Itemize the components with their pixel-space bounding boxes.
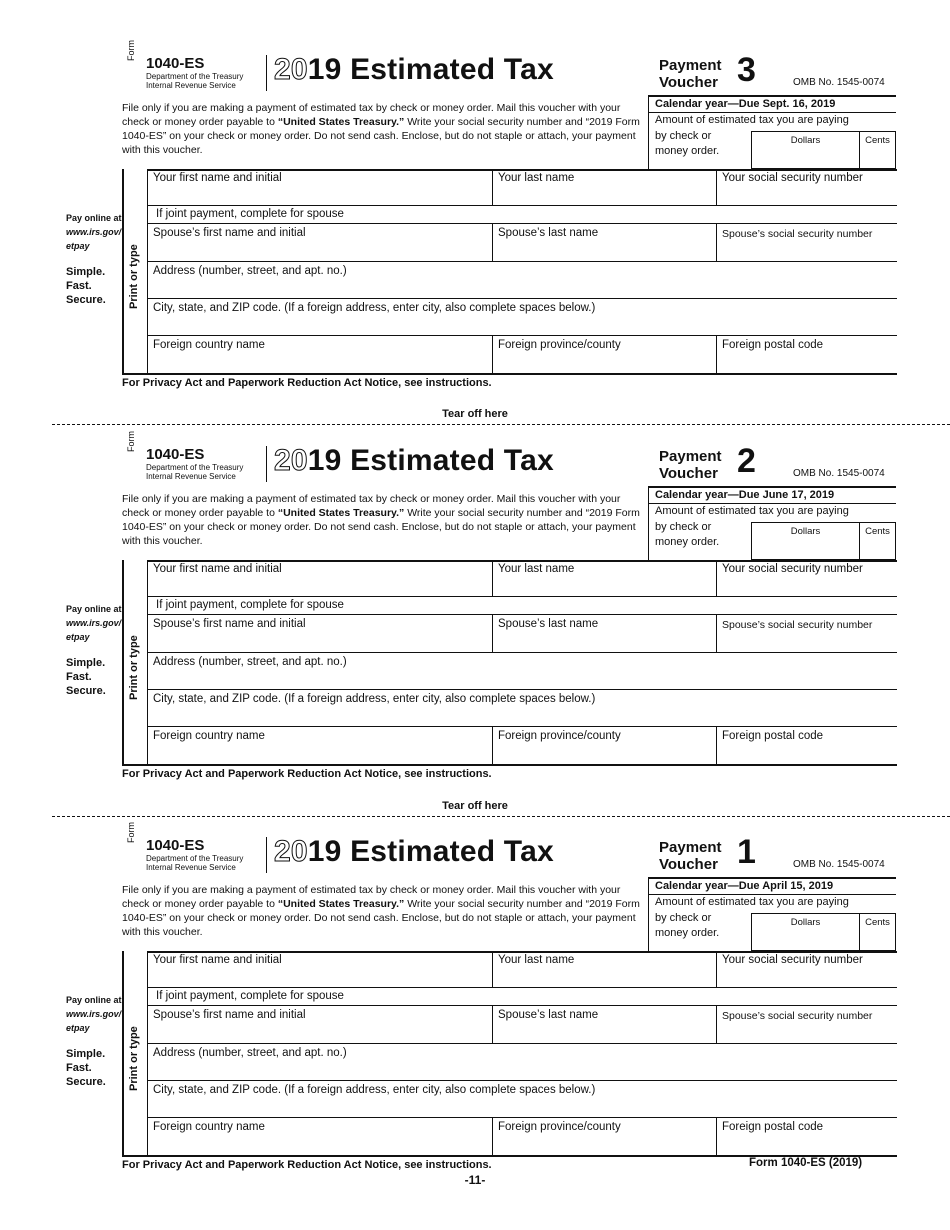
privacy-notice: For Privacy Act and Paperwork Reduction Act Notice, see instructions. bbox=[122, 768, 492, 780]
amount-label-2 bbox=[655, 911, 719, 941]
pay-online-note bbox=[66, 602, 126, 698]
fast-label: Fast. bbox=[66, 280, 92, 292]
instructions-part2: Write your social security number and “2019 Form 1040-ES” on your check or money order. Do not send cash. Enclose, but do not staple or attach, your payment with this voucher. bbox=[122, 116, 640, 156]
amount-box bbox=[648, 95, 896, 170]
form-number: 1040-ES bbox=[146, 446, 205, 463]
rule bbox=[147, 689, 897, 690]
rule bbox=[492, 1005, 493, 1043]
rule bbox=[716, 726, 717, 764]
page-number: -11- bbox=[464, 1173, 486, 1187]
payment-voucher-label bbox=[659, 448, 722, 482]
foreign-postal-code-field[interactable]: Foreign postal code bbox=[722, 339, 824, 351]
ssn-field[interactable]: Your social security number bbox=[722, 172, 863, 184]
simple-label: Simple. bbox=[66, 266, 106, 278]
rule bbox=[716, 951, 717, 987]
address-field[interactable]: Address (number, street, and apt. no.) bbox=[153, 1047, 347, 1059]
city-state-zip-field[interactable]: City, state, and ZIP code. (If a foreign address, enter city, also complete spaces below.) bbox=[153, 693, 596, 705]
spouse-first-name-field[interactable]: Spouse’s first name and initial bbox=[153, 618, 306, 630]
rule bbox=[147, 951, 897, 953]
pay-online-label: Pay online at bbox=[66, 604, 122, 614]
title-rest: 19 Estimated Tax bbox=[307, 53, 554, 86]
foreign-postal-code-field[interactable]: Foreign postal code bbox=[722, 730, 824, 742]
cents-field[interactable]: Cents bbox=[865, 917, 890, 928]
rule bbox=[648, 95, 896, 97]
ssn-field[interactable]: Your social security number bbox=[722, 954, 863, 966]
foreign-postal-code-field[interactable]: Foreign postal code bbox=[722, 1121, 824, 1133]
amount-label-2 bbox=[655, 520, 719, 550]
rule bbox=[147, 335, 897, 336]
fast-label: Fast. bbox=[66, 1062, 92, 1074]
print-or-type-label: Print or type bbox=[128, 635, 140, 700]
pay-online-link-2[interactable]: etpay bbox=[66, 632, 90, 642]
rule bbox=[492, 169, 493, 205]
rule bbox=[649, 112, 896, 113]
payment-voucher-label bbox=[659, 57, 722, 91]
joint-payment-note: If joint payment, complete for spouse bbox=[156, 599, 344, 611]
payment-voucher bbox=[0, 822, 950, 1229]
first-name-field[interactable]: Your first name and initial bbox=[153, 172, 282, 184]
secure-label: Secure. bbox=[66, 294, 106, 306]
rule bbox=[492, 1117, 493, 1155]
spouse-ssn-field[interactable]: Spouse’s social security number bbox=[722, 619, 873, 631]
amount-label: Amount of estimated tax you are paying bbox=[655, 896, 849, 908]
omb-number: OMB No. 1545-0074 bbox=[793, 859, 885, 870]
rule bbox=[649, 503, 896, 504]
rule bbox=[147, 223, 897, 224]
amount-label-2 bbox=[655, 129, 719, 159]
due-date: Calendar year—Due April 15, 2019 bbox=[655, 880, 834, 892]
voucher-label: Voucher bbox=[659, 465, 718, 482]
taxpayer-info-grid bbox=[122, 560, 897, 766]
form-label: Form bbox=[126, 40, 136, 61]
rule bbox=[147, 169, 897, 171]
foreign-country-field[interactable]: Foreign country name bbox=[153, 339, 265, 351]
instructions-part2: Write your social security number and “2019 Form 1040-ES” on your check or money order. Do not send cash. Enclose, but do not staple or attach, your payment with this voucher. bbox=[122, 898, 640, 938]
instructions-part1: File only if you are making a payment of estimated tax by check or money order. Mail this voucher with your check or money order payable to bbox=[122, 102, 621, 128]
print-or-type-column bbox=[124, 560, 148, 764]
ssn-field[interactable]: Your social security number bbox=[722, 563, 863, 575]
form-label: Form bbox=[126, 822, 136, 843]
instructions-part2: Write your social security number and “2019 Form 1040-ES” on your check or money order. Do not send cash. Enclose, but do not staple or attach, your payment with this voucher. bbox=[122, 507, 640, 547]
form-title bbox=[274, 835, 554, 869]
amount-label: Amount of estimated tax you are paying bbox=[655, 114, 849, 126]
tear-off-label: Tear off here bbox=[442, 408, 508, 420]
form-title bbox=[274, 53, 554, 87]
amount-label-2b: money order. bbox=[655, 145, 720, 157]
spouse-ssn-field[interactable]: Spouse’s social security number bbox=[722, 1010, 873, 1022]
tear-off-label: Tear off here bbox=[442, 800, 508, 812]
rule bbox=[147, 596, 897, 597]
dept-line1: Department of the Treasury bbox=[146, 72, 244, 81]
pay-online-note bbox=[66, 993, 126, 1089]
title-divider bbox=[266, 55, 267, 91]
last-name-field[interactable]: Your last name bbox=[498, 563, 575, 575]
dept-line1: Department of the Treasury bbox=[146, 854, 244, 863]
taxpayer-info-grid bbox=[122, 951, 897, 1157]
pay-online-label: Pay online at bbox=[66, 995, 122, 1005]
secure-label: Secure. bbox=[66, 685, 106, 697]
rule bbox=[716, 169, 717, 205]
title-rest: 19 Estimated Tax bbox=[307, 444, 554, 477]
amount-label: Amount of estimated tax you are paying bbox=[655, 505, 849, 517]
rule bbox=[147, 726, 897, 727]
simple-label: Simple. bbox=[66, 657, 106, 669]
rule bbox=[147, 298, 897, 299]
rule bbox=[492, 335, 493, 373]
amount-label-2b: money order. bbox=[655, 927, 720, 939]
amount-label-2a: by check or bbox=[655, 912, 712, 924]
rule bbox=[147, 205, 897, 206]
amount-label-2a: by check or bbox=[655, 130, 712, 142]
dollars-field[interactable]: Dollars bbox=[752, 914, 860, 950]
taxpayer-info-grid bbox=[122, 169, 897, 375]
pay-online-link-2[interactable]: etpay bbox=[66, 1023, 90, 1033]
cents-field[interactable]: Cents bbox=[865, 135, 890, 146]
rule bbox=[147, 652, 897, 653]
cents-field[interactable]: Cents bbox=[865, 526, 890, 537]
amount-entry[interactable] bbox=[751, 131, 896, 169]
spouse-first-name-field[interactable]: Spouse’s first name and initial bbox=[153, 1009, 306, 1021]
pay-online-link[interactable]: www.irs.gov/ bbox=[66, 1009, 122, 1019]
print-or-type-label: Print or type bbox=[128, 244, 140, 309]
rule bbox=[147, 1080, 897, 1081]
rule bbox=[716, 1005, 717, 1043]
instructions-part1: File only if you are making a payment of estimated tax by check or money order. Mail this voucher with your check or money order payable to bbox=[122, 493, 621, 519]
voucher-instructions bbox=[122, 101, 642, 157]
last-name-field[interactable]: Your last name bbox=[498, 172, 575, 184]
title-rest: 19 Estimated Tax bbox=[307, 835, 554, 868]
foreign-province-field[interactable]: Foreign province/county bbox=[498, 1121, 621, 1133]
address-field[interactable]: Address (number, street, and apt. no.) bbox=[153, 265, 347, 277]
voucher-number: 2 bbox=[737, 442, 756, 480]
rule bbox=[147, 261, 897, 262]
due-date: Calendar year—Due Sept. 16, 2019 bbox=[655, 98, 836, 110]
rule bbox=[648, 877, 896, 879]
foreign-country-field[interactable]: Foreign country name bbox=[153, 1121, 265, 1133]
dept-line1: Department of the Treasury bbox=[146, 463, 244, 472]
omb-number: OMB No. 1545-0074 bbox=[793, 468, 885, 479]
city-state-zip-field[interactable]: City, state, and ZIP code. (If a foreign address, enter city, also complete spaces below.) bbox=[153, 1084, 596, 1096]
rule bbox=[492, 726, 493, 764]
fast-label: Fast. bbox=[66, 671, 92, 683]
privacy-notice: For Privacy Act and Paperwork Reduction Act Notice, see instructions. bbox=[122, 377, 492, 389]
instructions-bold: “United States Treasury.” bbox=[277, 116, 405, 128]
form-label: Form bbox=[126, 431, 136, 452]
print-or-type-column bbox=[124, 951, 148, 1155]
dept-line2: Internal Revenue Service bbox=[146, 81, 236, 90]
amount-label-2a: by check or bbox=[655, 521, 712, 533]
rule bbox=[716, 560, 717, 596]
form-number: 1040-ES bbox=[146, 837, 205, 854]
dept-line2: Internal Revenue Service bbox=[146, 863, 236, 872]
voucher-number: 3 bbox=[737, 51, 756, 89]
amount-entry[interactable] bbox=[751, 522, 896, 560]
rule bbox=[649, 894, 896, 895]
instructions-part1: File only if you are making a payment of estimated tax by check or money order. Mail this voucher with your check or money order payable to bbox=[122, 884, 621, 910]
rule bbox=[492, 560, 493, 596]
city-state-zip-field[interactable]: City, state, and ZIP code. (If a foreign address, enter city, also complete spaces below.) bbox=[153, 302, 596, 314]
amount-box bbox=[648, 486, 896, 561]
form-title bbox=[274, 444, 554, 478]
instructions-bold: “United States Treasury.” bbox=[277, 507, 405, 519]
rule bbox=[648, 486, 896, 488]
joint-payment-note: If joint payment, complete for spouse bbox=[156, 208, 344, 220]
payment-label: Payment bbox=[659, 839, 722, 856]
rule bbox=[147, 987, 897, 988]
title-year-outline: 20 bbox=[274, 444, 308, 477]
pay-online-link-2[interactable]: etpay bbox=[66, 241, 90, 251]
tear-line[interactable] bbox=[52, 816, 950, 817]
dollars-field[interactable]: Dollars bbox=[752, 523, 860, 559]
rule bbox=[147, 1043, 897, 1044]
spouse-ssn-field[interactable]: Spouse’s social security number bbox=[722, 228, 873, 240]
payment-label: Payment bbox=[659, 57, 722, 74]
print-or-type-column bbox=[124, 169, 148, 373]
voucher-label: Voucher bbox=[659, 856, 718, 873]
title-year-outline: 20 bbox=[274, 835, 308, 868]
payment-voucher bbox=[0, 431, 950, 838]
payment-label: Payment bbox=[659, 448, 722, 465]
voucher-number: 1 bbox=[737, 833, 756, 871]
amount-label-2b: money order. bbox=[655, 536, 720, 548]
joint-payment-note: If joint payment, complete for spouse bbox=[156, 990, 344, 1002]
rule bbox=[716, 1117, 717, 1155]
spouse-last-name-field[interactable]: Spouse’s last name bbox=[498, 1009, 599, 1021]
foreign-province-field[interactable]: Foreign province/county bbox=[498, 339, 621, 351]
last-name-field[interactable]: Your last name bbox=[498, 954, 575, 966]
first-name-field[interactable]: Your first name and initial bbox=[153, 954, 282, 966]
title-divider bbox=[266, 837, 267, 873]
payment-voucher-label bbox=[659, 839, 722, 873]
instructions-bold: “United States Treasury.” bbox=[277, 898, 405, 910]
rule bbox=[492, 951, 493, 987]
pay-online-link[interactable]: www.irs.gov/ bbox=[66, 227, 122, 237]
rule bbox=[492, 614, 493, 652]
privacy-notice: For Privacy Act and Paperwork Reduction Act Notice, see instructions. bbox=[122, 1159, 492, 1171]
payment-voucher bbox=[0, 40, 950, 447]
pay-online-link[interactable]: www.irs.gov/ bbox=[66, 618, 122, 628]
foreign-country-field[interactable]: Foreign country name bbox=[153, 730, 265, 742]
spouse-last-name-field[interactable]: Spouse’s last name bbox=[498, 618, 599, 630]
first-name-field[interactable]: Your first name and initial bbox=[153, 563, 282, 575]
rule bbox=[716, 614, 717, 652]
dept-line2: Internal Revenue Service bbox=[146, 472, 236, 481]
rule bbox=[147, 1117, 897, 1118]
form-number: 1040-ES bbox=[146, 55, 205, 72]
secure-label: Secure. bbox=[66, 1076, 106, 1088]
due-date: Calendar year—Due June 17, 2019 bbox=[655, 489, 835, 501]
simple-label: Simple. bbox=[66, 1048, 106, 1060]
rule bbox=[147, 1005, 897, 1006]
rule bbox=[492, 223, 493, 261]
title-divider bbox=[266, 446, 267, 482]
rule bbox=[716, 335, 717, 373]
amount-box bbox=[648, 877, 896, 952]
title-year-outline: 20 bbox=[274, 53, 308, 86]
print-or-type-label: Print or type bbox=[128, 1026, 140, 1091]
dollars-field[interactable]: Dollars bbox=[752, 132, 860, 168]
address-field[interactable]: Address (number, street, and apt. no.) bbox=[153, 656, 347, 668]
footer-form-label: Form 1040-ES (2019) bbox=[749, 1157, 863, 1169]
spouse-first-name-field[interactable]: Spouse’s first name and initial bbox=[153, 227, 306, 239]
rule bbox=[147, 560, 897, 562]
voucher-instructions bbox=[122, 883, 642, 939]
pay-online-note bbox=[66, 211, 126, 307]
voucher-instructions bbox=[122, 492, 642, 548]
tear-line[interactable] bbox=[52, 424, 950, 425]
pay-online-label: Pay online at bbox=[66, 213, 122, 223]
rule bbox=[147, 614, 897, 615]
rule bbox=[716, 223, 717, 261]
amount-entry[interactable] bbox=[751, 913, 896, 951]
voucher-label: Voucher bbox=[659, 74, 718, 91]
omb-number: OMB No. 1545-0074 bbox=[793, 77, 885, 88]
foreign-province-field[interactable]: Foreign province/county bbox=[498, 730, 621, 742]
spouse-last-name-field[interactable]: Spouse’s last name bbox=[498, 227, 599, 239]
